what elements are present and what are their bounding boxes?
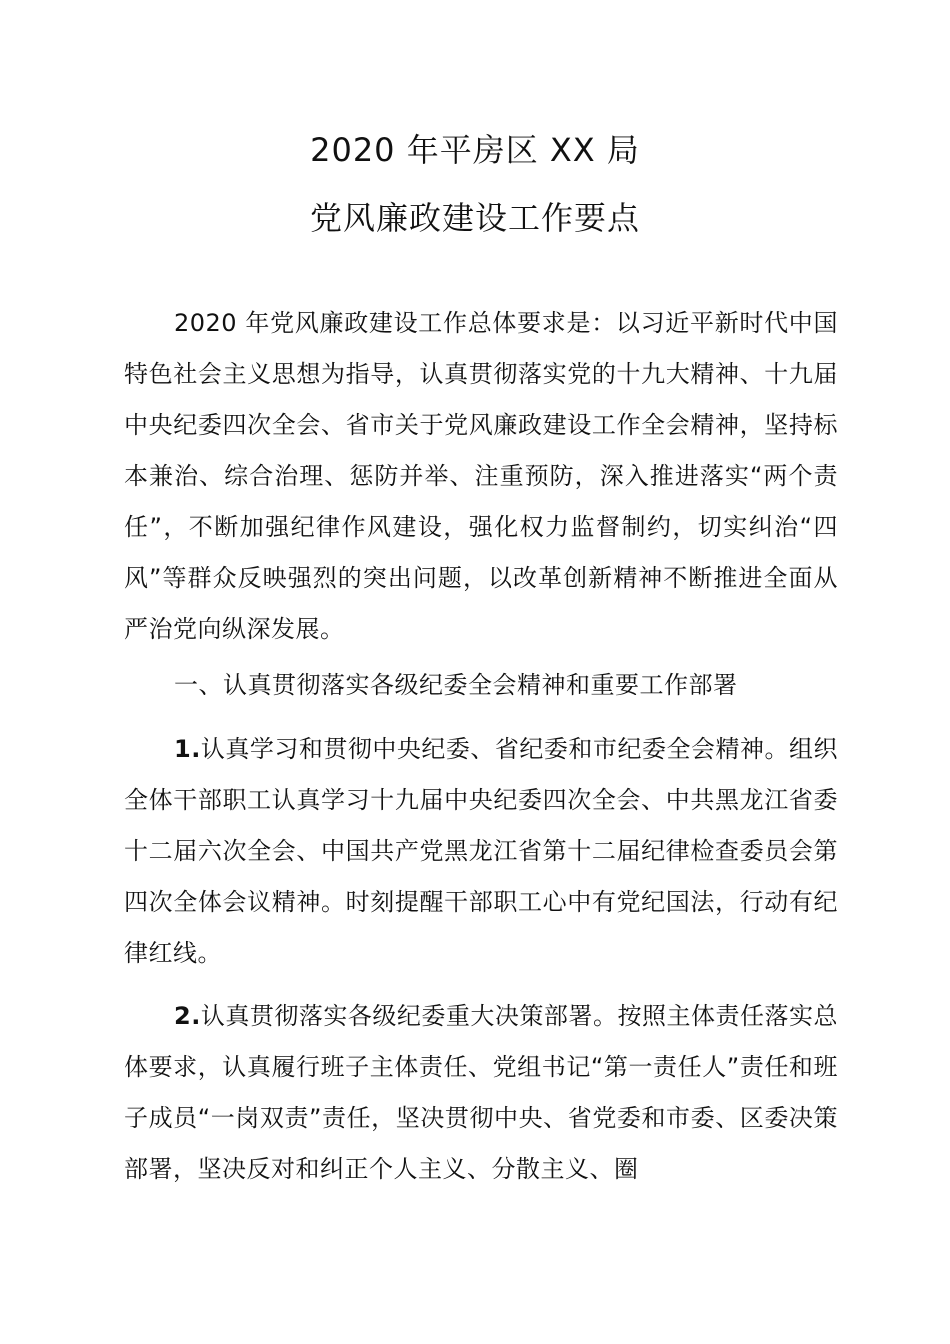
- item-1-paragraph: [124, 724, 838, 979]
- item-1-text: 认真学习和贯彻中央纪委、省纪委和市纪委全会精神。组织全体干部职工认真学习十九届中央纪委四次全会、中共黑龙江省委十二届六次全会、中国共产党黑龙江省第十二届纪律检查委员会第四次全体会议精神。时刻提醒干部职工心中有党纪国法，行动有纪律红线。: [124, 735, 838, 967]
- intro-paragraph: 2020 年党风廉政建设工作总体要求是：以习近平新时代中国特色社会主义思想为指导，认真贯彻落实党的十九大精神、十九届中央纪委四次全会、省市关于党风廉政建设工作全会精神，坚持标本兼治、综合治理、惩防并举、注重预防，深入推进落实“两个责任”，不断加强纪律作风建设，强化权力监督制约，切实纠治“四风”等群众反映强烈的突出问题，以改革创新精神不断推进全面从严治党向纵深发展。: [124, 309, 838, 643]
- section-heading: 一、认真贯彻落实各级纪委全会精神和重要工作部署: [174, 671, 738, 699]
- item-1-number: 1.: [174, 735, 201, 763]
- item-2-number: 2.: [174, 1002, 201, 1030]
- item-2-text: 认真贯彻落实各级纪委重大决策部署。按照主体责任落实总体要求，认真履行班子主体责任、党组书记“第一责任人”责任和班子成员“一岗双责”责任，坚决贯彻中央、省党委和市委、区委决策部署，坚决反对和纠正个人主义、分散主义、圈: [124, 1002, 838, 1183]
- item-2-paragraph: [124, 991, 838, 1195]
- document-title-line1: 2020 年平房区 XX 局: [310, 131, 640, 169]
- document-title-line2: 党风廉政建设工作要点: [309, 199, 640, 237]
